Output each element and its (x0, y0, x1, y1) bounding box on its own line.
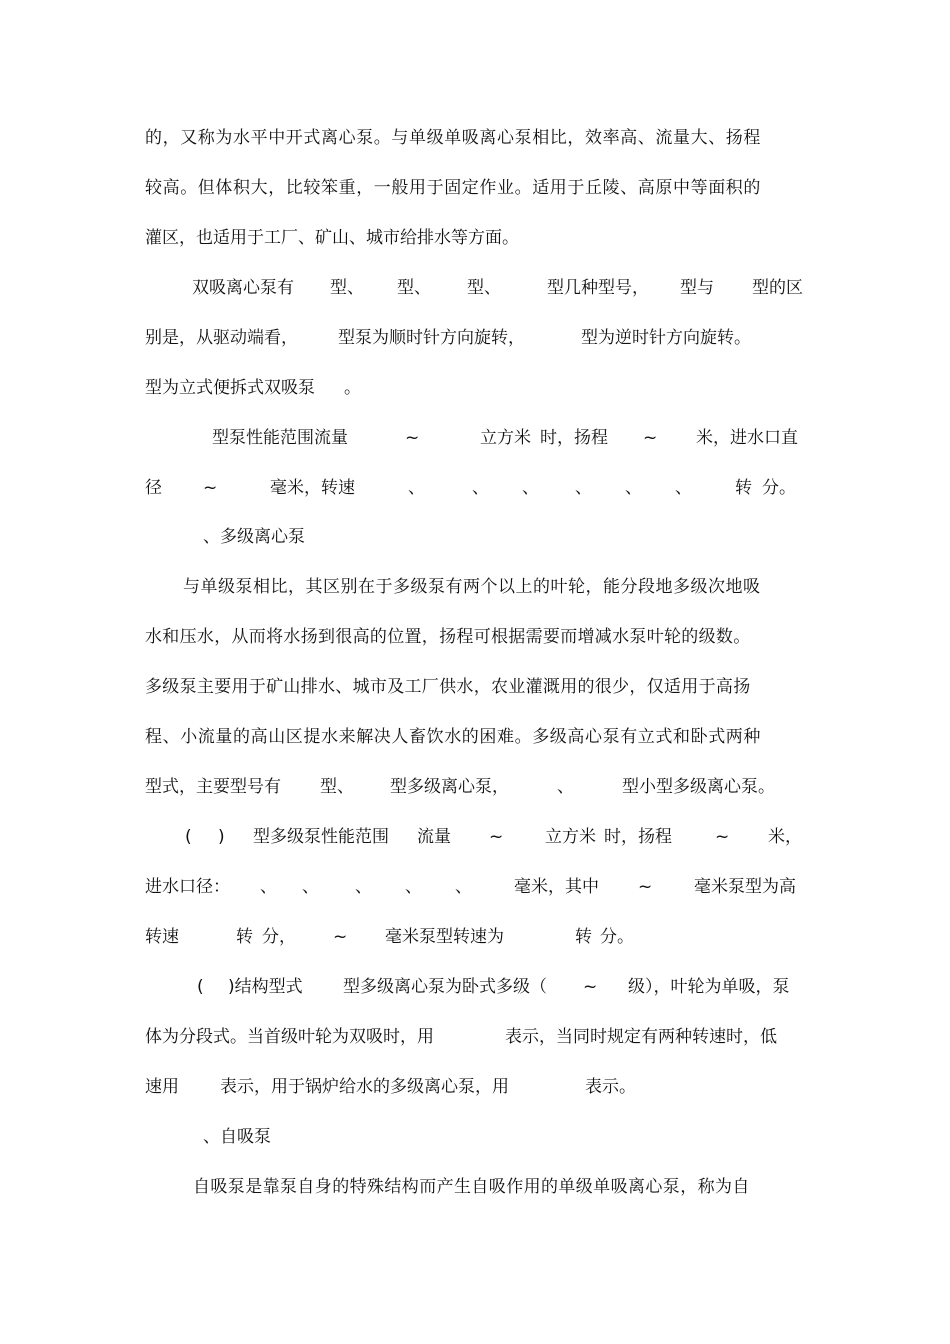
text-segment: ~ (333, 927, 348, 947)
text-segment: 型泵性能范围流量 (212, 428, 348, 448)
text-segment: 型、 (330, 278, 364, 298)
text-segment: 表示，用于锅炉给水的多级离心泵，用 (220, 1077, 509, 1097)
text-segment: 转速 (145, 927, 179, 947)
text-segment: 灌区，也适用于工厂、矿山、城市给排水等方面。 (145, 228, 519, 248)
text-segment: 多级泵主要用于矿山排水、城市及工厂供水，农业灌溉用的很少，仅适用于高扬 (145, 677, 751, 697)
text-segment: 型与 (680, 278, 714, 298)
text-segment: 型多级离心泵为卧式多级（ (343, 977, 547, 997)
text-segment: 转 (575, 927, 592, 947)
text-segment: ~ (203, 478, 218, 498)
text-segment: 毫米，其中 (514, 877, 599, 897)
text-segment: 毫米泵型转速为 (385, 927, 504, 947)
text-segment: 。 (344, 378, 361, 398)
text-segment: 立方米 (545, 827, 596, 847)
text-segment: 、 (405, 877, 422, 897)
text-segment: 型、 (320, 777, 354, 797)
section-heading (0, 522, 950, 552)
text-segment: 米，进水口直 (696, 428, 798, 448)
text-segment: 型为逆时针方向旋转。 (581, 328, 751, 348)
text-segment: 型、 (397, 278, 431, 298)
text-segment: 、 (575, 478, 592, 498)
text-segment: 、 (522, 478, 539, 498)
text-line (0, 822, 950, 852)
text-segment: 较高。但体积大，比较笨重，一般用于固定作业。适用于丘陵、高原中等面积的 (145, 178, 761, 198)
text-segment: 体为分段式。当首级叶轮为双吸时，用 (145, 1027, 434, 1047)
text-segment: 毫米泵型为高 (694, 877, 796, 897)
text-segment: 转 (236, 927, 253, 947)
text-segment: 型式，主要型号有 (145, 777, 281, 797)
text-segment: 表示。 (585, 1077, 636, 1097)
text-segment: 型多级离心泵， (390, 777, 509, 797)
text-segment: ~ (643, 428, 658, 448)
text-segment: 、 (455, 877, 472, 897)
text-line (0, 722, 950, 752)
text-segment: 型的区 (752, 278, 803, 298)
section-heading (0, 1122, 950, 1152)
text-segment: 时，扬程 (604, 827, 672, 847)
text-segment: 的，又称为水平中开式离心泵。与单级单吸离心泵相比，效率高、流量大、扬程 (145, 128, 761, 148)
text-segment: 立方米 (480, 428, 531, 448)
text-segment: 、自吸泵 (203, 1127, 271, 1147)
text-segment: 型泵为顺时针方向旋转， (338, 328, 525, 348)
text-segment: 与单级泵相比，其区别在于多级泵有两个以上的叶轮，能分段地多级次地吸 (183, 577, 761, 597)
text-line (0, 672, 950, 702)
text-segment: ( (197, 977, 204, 997)
text-line (0, 223, 950, 253)
text-segment: 双吸离心泵有 (192, 278, 294, 298)
text-segment: 型、 (467, 278, 501, 298)
text-segment: 分。 (600, 927, 634, 947)
text-line (0, 373, 950, 403)
text-segment: 、 (302, 877, 319, 897)
text-segment: ~ (638, 877, 653, 897)
text-segment: ( (185, 827, 192, 847)
text-segment: 、多级离心泵 (203, 527, 305, 547)
text-line (0, 1072, 950, 1102)
text-segment: 型几种型号， (547, 278, 649, 298)
text-segment: 别是，从驱动端看， (145, 328, 298, 348)
text-segment: )结构型式 (228, 977, 303, 997)
text-segment: 水和压水，从而将水扬到很高的位置，扬程可根据需要而增减水泵叶轮的级数。 (145, 627, 751, 647)
text-segment: ~ (489, 827, 504, 847)
text-segment: 自吸泵是靠泵自身的特殊结构而产生自吸作用的单级单吸离心泵，称为自 (193, 1177, 750, 1197)
text-segment: 级），叶轮为单吸，泵 (628, 977, 790, 997)
text-line (0, 622, 950, 652)
text-segment: ~ (405, 428, 420, 448)
text-line (0, 323, 950, 353)
text-line (0, 572, 950, 602)
text-segment: ~ (583, 977, 598, 997)
text-segment: 时，扬程 (540, 428, 608, 448)
text-line (0, 922, 950, 952)
text-segment: 程、小流量的高山区提水来解决人畜饮水的困难。多级高心泵有立式和卧式两种 (145, 727, 761, 747)
text-line (0, 473, 950, 503)
text-segment: 、 (472, 478, 489, 498)
text-segment: 流量 (417, 827, 451, 847)
text-segment: 转 (735, 478, 752, 498)
text-line (0, 123, 950, 153)
text-segment: 、 (557, 777, 574, 797)
text-line (0, 173, 950, 203)
text-segment: 、 (675, 478, 692, 498)
text-segment: 型小型多级离心泵。 (622, 777, 775, 797)
text-line (0, 1022, 950, 1052)
text-line (0, 972, 950, 1002)
text-line (0, 772, 950, 802)
text-segment: 进水口径： (145, 877, 230, 897)
text-segment: 径 (145, 478, 162, 498)
text-line (0, 423, 950, 453)
text-segment: ~ (715, 827, 730, 847)
text-segment: 型为立式便拆式双吸泵 (145, 378, 315, 398)
text-segment: 米， (768, 827, 802, 847)
text-segment: 分， (262, 927, 296, 947)
text-segment: ) (218, 827, 225, 847)
text-line (0, 273, 950, 303)
text-segment: 型多级泵性能范围 (253, 827, 389, 847)
text-segment: 分。 (762, 478, 796, 498)
text-segment: 毫米，转速 (270, 478, 355, 498)
text-segment: 、 (625, 478, 642, 498)
text-segment: 、 (260, 877, 277, 897)
text-segment: 、 (408, 478, 425, 498)
text-segment: 表示，当同时规定有两种转速时，低 (505, 1027, 777, 1047)
text-line (0, 872, 950, 902)
text-segment: 、 (355, 877, 372, 897)
text-segment: 速用 (145, 1077, 179, 1097)
text-line (0, 1172, 950, 1202)
